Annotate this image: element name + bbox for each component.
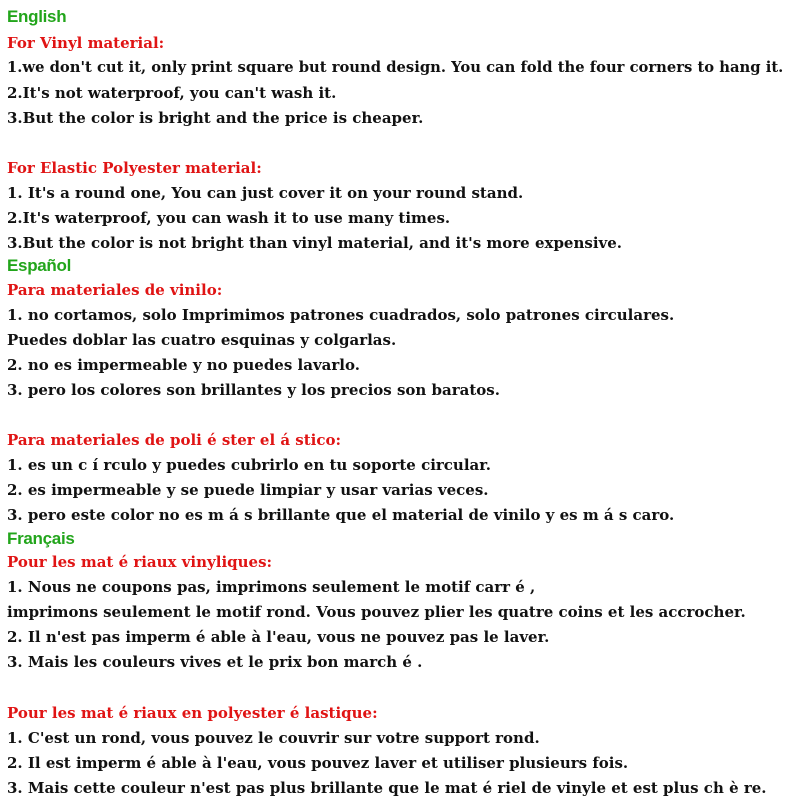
francais-heading: Français xyxy=(7,529,75,548)
english-vinyl-line-1: 1.we don't cut it, only print square but round design. You can fold the four corners to hang it. xyxy=(7,59,784,76)
francais-vinyl-line-1: 1. Nous ne coupons pas, imprimons seulement le motif carr é , xyxy=(7,578,536,596)
francais-vinyl-title: Pour les mat é riaux vinyliques: xyxy=(7,553,273,571)
espanol-vinyl-line-4: 3. pero los colores son brillantes y los precios son baratos. xyxy=(7,381,500,399)
francais-vinyl-line-2: imprimons seulement le motif rond. Vous pouvez plier les quatre coins et les accrocher. xyxy=(7,603,746,621)
espanol-vinyl-title: Para materiales de vinilo: xyxy=(7,281,223,299)
francais-polyester-title: Pour les mat é riaux en polyester é lastique: xyxy=(7,704,378,722)
espanol-vinyl-line-2: Puedes doblar las cuatro esquinas y colgarlas. xyxy=(7,331,397,349)
francais-polyester-line-1: 1. C'est un rond, vous pouvez le couvrir sur votre support rond. xyxy=(7,729,540,747)
espanol-heading: Español xyxy=(7,256,72,275)
espanol-polyester-line-2: 2. es impermeable y se puede limpiar y usar varias veces. xyxy=(7,481,489,499)
english-vinyl-title: For Vinyl material: xyxy=(7,34,165,52)
francais-polyester-line-3: 3. Mais cette couleur n'est pas plus brillante que le mat é riel de vinyle et est plus ch è re. xyxy=(7,779,767,797)
francais-vinyl-line-4: 3. Mais les couleurs vives et le prix bon march é . xyxy=(7,653,423,671)
english-polyester-line-1: 1. It's a round one, You can just cover it on your round stand. xyxy=(7,184,524,202)
english-heading: English xyxy=(7,7,67,26)
espanol-polyester-line-3: 3. pero este color no es m á s brillante que el material de vinilo y es m á s caro. xyxy=(7,506,675,524)
english-vinyl-line-3: 3.But the color is bright and the price is cheaper. xyxy=(7,109,424,127)
espanol-polyester-line-1: 1. es un c í rculo y puedes cubrirlo en tu soporte circular. xyxy=(7,456,492,474)
english-polyester-line-3: 3.But the color is not bright than vinyl material, and it's more expensive. xyxy=(7,234,622,252)
espanol-vinyl-line-3: 2. no es impermeable y no puedes lavarlo. xyxy=(7,356,360,374)
francais-vinyl-line-3: 2. Il n'est pas imperm é able à l'eau, vous ne pouvez pas le laver. xyxy=(7,628,550,646)
english-polyester-title: For Elastic Polyester material: xyxy=(7,159,262,177)
english-polyester-line-2: 2.It's waterproof, you can wash it to use many times. xyxy=(7,209,451,227)
english-vinyl-line-2: 2.It's not waterproof, you can't wash it. xyxy=(7,84,337,102)
espanol-polyester-title: Para materiales de poli é ster el á stico: xyxy=(7,431,342,449)
francais-polyester-line-2: 2. Il est imperm é able à l'eau, vous pouvez laver et utiliser plusieurs fois. xyxy=(7,754,629,772)
espanol-vinyl-line-1: 1. no cortamos, solo Imprimimos patrones cuadrados, solo patrones circulares. xyxy=(7,306,675,324)
